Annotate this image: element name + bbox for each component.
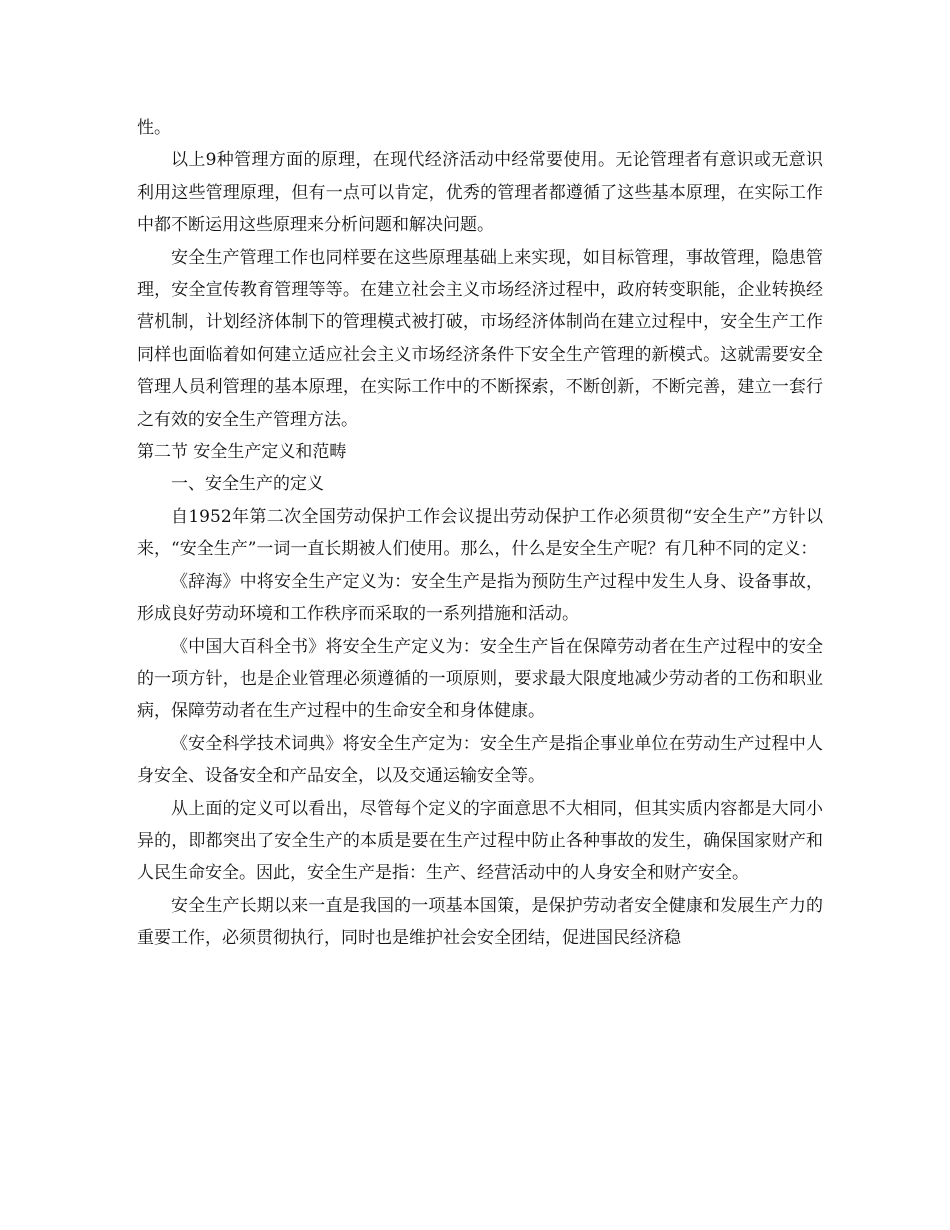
section-heading: 第二节 安全生产定义和范畴 [137,442,347,463]
document-page [137,112,823,955]
paragraph-continuation: 性。 [137,118,171,138]
paragraph-encyclopedia-definition: 《中国大百科全书》将安全生产定义为：安全生产旨在保障劳动者在生产过程中的安全的一项方针，也是企业管理必须遵循的一项原则，要求最大限度地减少劳动者的工伤和职业病，保障劳动者在生产过程中的生命安全和身体健康。 [137,636,823,722]
paragraph-national-policy: 安全生产长期以来一直是我国的一项基本国策，是保护劳动者安全健康和发展生产力的重要工作，必须贯彻执行，同时也是维护社会安全团结，促进国民经济稳 [137,895,823,949]
paragraph-management-principles: 以上9种管理方面的原理，在现代经济活动中经常要使用。无论管理者有意识或无意识利用这些管理原理，但有一点可以肯定，优秀的管理者都遵循了这些基本原理，在实际工作中都不断运用这些原理来分析问题和解决问题。 [137,150,823,236]
paragraph-safety-management: 安全生产管理工作也同样要在这些原理基础上来实现，如目标管理，事故管理，隐患管理，安全宣传教育管理等等。在建立社会主义市场经济过程中，政府转变职能，企业转换经营机制，计划经济体制下的管理模式被打破，市场经济体制尚在建立过程中，安全生产工作同样也面临着如何建立适应社会主义市场经济条件下安全生产管理的新模式。这就需要安全管理人员利管理的基本原理，在实际工作中的不断探索，不断创新，不断完善，建立一套行之有效的安全生产管理方法。 [137,247,823,430]
paragraph-definition-summary: 从上面的定义可以看出，尽管每个定义的字面意思不大相同，但其实质内容都是大同小异的，即都突出了安全生产的本质是要在生产过程中防止各种事故的发生，确保国家财产和人民生命安全。因此，安全生产是指：生产、经营活动中的人身安全和财产安全。 [137,798,823,884]
paragraph-dictionary-definition: 《安全科学技术词典》将安全生产定为：安全生产是指企事业单位在劳动生产过程中人身安全、设备安全和产品安全，以及交通运输安全等。 [137,733,823,787]
subsection-heading: 一、安全生产的定义 [171,474,324,495]
paragraph-definition-intro: 自1952年第二次全国劳动保护工作会议提出劳动保护工作必须贯彻“安全生产”方针以来，“安全生产”一词一直长期被人们使用。那么，什么是安全生产呢？有几种不同的定义： [137,506,823,560]
paragraph-cihai-definition: 《辞海》中将安全生产定义为：安全生产是指为预防生产过程中发生人身、设备事故，形成良好劳动环境和工作秩序而采取的一系列措施和活动。 [137,571,823,625]
